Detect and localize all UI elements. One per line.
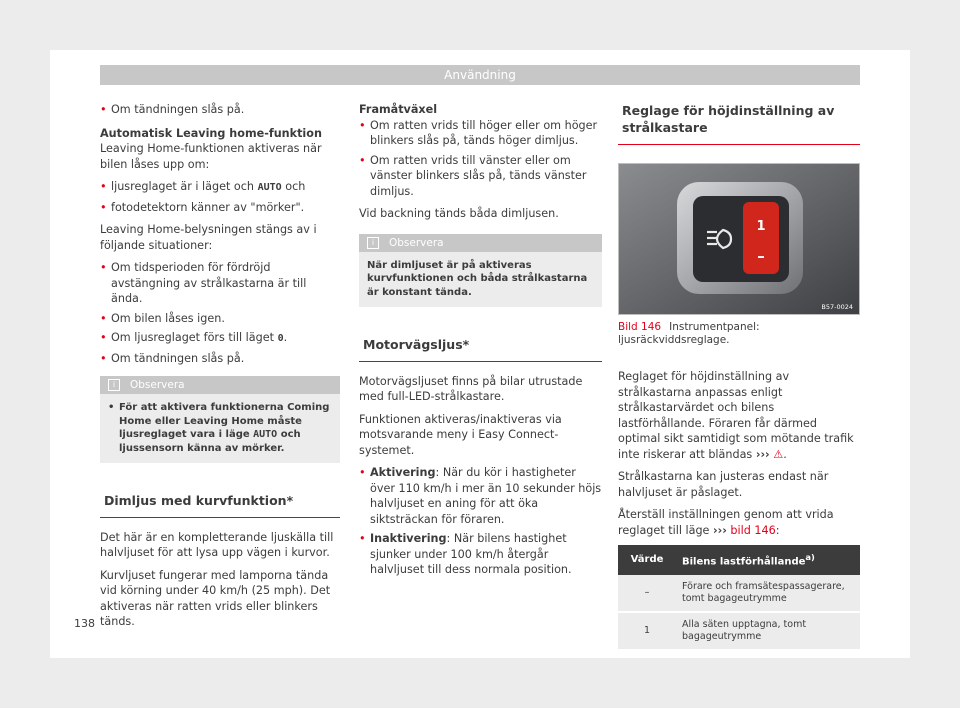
section-title-dimljus: Dimljus med kurvfunktion* [100, 493, 340, 518]
page-number: 138 [74, 617, 95, 630]
table-header-row [618, 545, 860, 575]
bullet-icon: • [359, 153, 366, 167]
bullet-icon: • [100, 261, 107, 274]
table-cell: – [618, 575, 676, 612]
table-cell: Alla säten upptagna, tomt bagageutrymme [676, 612, 860, 650]
figure-reference-link[interactable]: bild 146 [730, 523, 776, 537]
load-condition-table [618, 545, 860, 651]
subheading-framvaxel: Framåtväxel [359, 103, 438, 116]
wheel-position-1: 1 [756, 219, 766, 234]
bullet-icon: • [100, 200, 107, 214]
paragraph: Vid backning tänds båda dimljusen. [359, 207, 559, 220]
paragraph: Återställ inställningen genom att vrida reglaget till läge ››› bild 146: [618, 508, 834, 537]
bullet-icon: • [359, 118, 366, 132]
table-row [618, 612, 860, 650]
auto-symbol: AUTO [257, 182, 282, 193]
bullet-icon: • [108, 402, 115, 413]
list-item: • För att aktivera funktionerna Coming Home eller Leaving Home måste ljusreglaget vara i läge AUTO och ljussensorn känna av mörker. [108, 402, 330, 454]
figure-caption: Bild 146 Instrumentpanel: ljusräckviddsreglage. [618, 321, 760, 346]
section-title-motorvagsljus: Motorvägsljus* [359, 337, 602, 362]
table-header-cell: Värde [618, 545, 676, 575]
paragraph: Strålkastarna kan justeras endast när halvljuset är påslaget. [618, 470, 829, 499]
list-item: • Om ratten vrids till vänster eller om vänster blinkers slås på, tänds vänster dimljus. [359, 153, 587, 198]
list-item: • Om tidsperioden för fördröjd avstängning av strålkastarna är till ända. [100, 261, 307, 305]
table-cell: 1 [618, 612, 676, 650]
note-header: i Observera [359, 234, 602, 252]
paragraph: Leaving Home-belysningen stängs av i följande situationer: [100, 223, 317, 252]
list-item: • Om ljusreglaget förs till läget 0. [100, 331, 288, 344]
list-item: • Aktivering: När du kör i hastigheter över 110 km/h i mer än 10 sekunder höjs halvljuset en aning för att öka siktsträckan för föraren. [359, 466, 602, 526]
section-title-hojdinstallning: Reglage för höjdinställning av strålkastare [618, 102, 860, 145]
wheel-position-minus: – [757, 247, 765, 265]
note-body: När dimljuset är på aktiveras kurvfunktionen och båda strålkastarna är konstant tända. [367, 259, 588, 298]
paragraph: Reglaget för höjdinställning av strålkastarna anpassas enligt strålkastarvärdet och bilens lastförhållande. Föraren får därmed optimal sikt samtidigt som mötande trafik inte riskerar att bländas ››› ⚠. [618, 370, 854, 461]
figure-label: Bild 146 [618, 321, 662, 333]
chapter-header: Användning [100, 65, 860, 85]
list-item: • Inaktivering: När bilens hastighet sjunker under 100 km/h återgår halvljuset till dess normala position. [359, 532, 572, 576]
table-header-cell: Bilens lastförhållande$^{a)}$ [676, 545, 860, 575]
paragraph: Motorvägsljuset finns på bilar utrustade med full-LED-strålkastare. [359, 374, 583, 403]
list-item: • Om bilen låses igen. [100, 311, 225, 325]
note-box [359, 234, 602, 308]
list-item: • ljusreglaget är i läget och AUTO och [100, 180, 306, 193]
note-box [100, 376, 340, 463]
reference-arrow-icon: ››› [713, 523, 727, 537]
paragraph: Det här är en kompletterande ljuskälla till halvljuset för att lysa upp vägen i kurvor. [100, 530, 334, 559]
bullet-icon: • [359, 466, 366, 479]
note-body [100, 394, 340, 463]
column-3 [618, 102, 860, 651]
zero-symbol: 0 [277, 333, 284, 344]
list-item: • Om tändningen slås på. [100, 351, 245, 365]
list-item: • Om ratten vrids till höger eller om höger blinkers slås på, tänds höger dimljus. [359, 118, 598, 147]
bullet-icon: • [100, 103, 107, 116]
auto-symbol: AUTO [253, 429, 278, 440]
figure-146 [618, 163, 860, 315]
figure-code: B57-0024 [821, 303, 853, 311]
footnote-marker: a) [805, 552, 815, 562]
paragraph: Leaving Home-funktionen aktiveras när bilen låses upp om: [100, 142, 322, 171]
subheading-leaving-home: Automatisk Leaving home-funktion [100, 126, 322, 140]
warning-triangle-icon: ⚠ [773, 447, 784, 461]
page [50, 50, 910, 658]
paragraph: Funktionen aktiveras/inaktiveras via motsvarande meny i Easy Connect-systemet. [359, 412, 562, 457]
list-item: • fotodetektorn känner av "mörker". [100, 200, 305, 214]
column-2 [359, 102, 602, 582]
reference-arrow-icon: ››› [755, 447, 770, 461]
table-cell: Förare och framsätespassagerare, tomt bagageutrymme [676, 575, 860, 612]
bullet-icon: • [100, 311, 107, 325]
info-icon: i [367, 237, 379, 249]
column-1 [100, 102, 340, 637]
list-item: • Om tändningen slås på. [100, 103, 245, 116]
paragraph: Kurvljuset fungerar med lamporna tända vid körning under 40 km/h (25 mph). Det aktiveras när ratten vrids eller blinkers tänds. [100, 568, 331, 628]
headlight-range-control-illustration [619, 164, 859, 314]
bullet-icon: • [100, 331, 107, 344]
bullet-icon: • [359, 532, 366, 545]
bullet-icon: • [100, 351, 107, 365]
table-row [618, 575, 860, 612]
note-header: i Observera [100, 376, 340, 394]
info-icon: i [108, 379, 120, 391]
bullet-icon: • [100, 180, 107, 193]
